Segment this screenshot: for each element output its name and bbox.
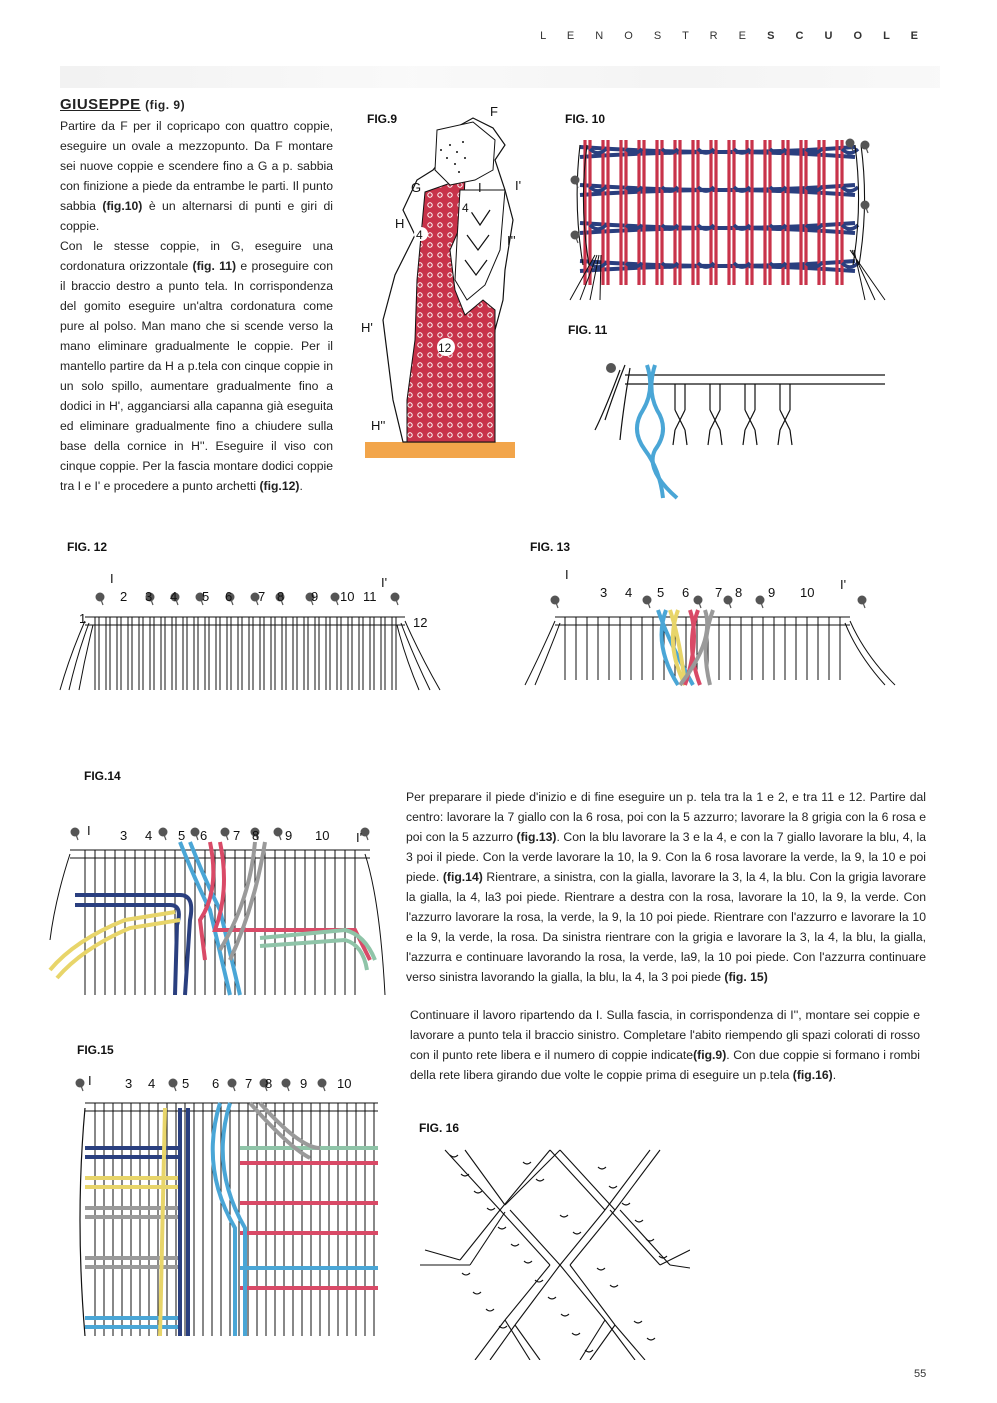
figure-ref: (fig.12)	[259, 479, 300, 493]
net-thread	[570, 1265, 615, 1325]
twist	[598, 1167, 606, 1169]
fig12-threads	[60, 593, 440, 691]
pair-number: 4	[145, 828, 153, 843]
pair-number: 9	[768, 585, 776, 600]
net-thread	[605, 1150, 650, 1210]
pair-number: 3	[600, 585, 608, 600]
pair-number: 4	[148, 1076, 156, 1091]
twist	[572, 1333, 580, 1335]
running-header	[540, 30, 927, 42]
pair-number: 9	[311, 589, 319, 604]
fig16-net	[420, 1150, 690, 1360]
fig11-blue-threads	[637, 365, 677, 498]
twist	[487, 1208, 495, 1210]
body-column-left	[60, 116, 333, 496]
twist	[610, 1285, 618, 1287]
text-run: . Con la blu lavorare la 3 e la 4, e con la 7 giallo lavorare la blu, 4, la 3 poi il piede. Con la verde lavorare la 10, la 9. Con la 6 rosa lavorare la verde, la 9, la 10 e poi piede.	[406, 830, 926, 884]
text-run: Partire da F per il copricapo con quattro coppie, eseguire un ovale a mezzopunto. Da F montare sei nuove coppie e scendere fino a G a p. sabbia con finizione a piede da entrambe le parti. Il punto sabbia	[60, 119, 333, 213]
pair-number: 4	[170, 589, 178, 604]
edge-left	[525, 621, 560, 685]
paragraph-cordonatura	[60, 236, 333, 496]
section-name: GIUSEPPE	[60, 96, 141, 113]
twist	[486, 1309, 494, 1311]
net-thread	[590, 1325, 615, 1360]
net-thread	[570, 1210, 615, 1265]
pair-number: 5	[657, 585, 665, 600]
net-thread	[475, 1320, 505, 1360]
edge-left	[577, 145, 589, 265]
section-figref: (fig. 9)	[145, 98, 186, 112]
net-thread	[615, 1325, 645, 1360]
twist	[609, 1186, 617, 1188]
tail-right	[850, 250, 885, 300]
paragraph-intro	[60, 116, 333, 236]
net-thread	[550, 1150, 605, 1210]
pair-number: 3	[125, 1076, 133, 1091]
twist	[635, 1220, 643, 1222]
weaver-cross	[842, 187, 858, 191]
colored-pair	[692, 610, 700, 685]
net-thread	[670, 1265, 690, 1268]
vertical-yellow	[160, 1108, 165, 1336]
pair-number: 5	[178, 828, 186, 843]
fig9-point-G: G	[411, 180, 422, 195]
fig10-diagram	[565, 135, 890, 305]
twist	[548, 1297, 556, 1299]
pair-number: 1	[79, 611, 87, 626]
net-thread	[560, 1210, 605, 1265]
figure-ref: (fig. 11)	[192, 259, 237, 273]
fig13-numbers	[600, 585, 814, 600]
pair-number: 12	[413, 615, 428, 630]
pair-number: 7	[233, 828, 241, 843]
pair-number: 11	[363, 589, 377, 604]
net-thread	[505, 1150, 560, 1205]
text-run: Con le stesse coppie, in G, eseguire una cordonatura orizzontale	[60, 239, 333, 273]
twist	[498, 1227, 506, 1229]
net-thread	[620, 1210, 670, 1265]
fig9-point-I2: I''	[507, 233, 516, 248]
fig11-pin	[606, 363, 616, 373]
net-thread	[470, 1212, 505, 1265]
text-run: Per preparare il piede d'inizio e di fine eseguire un p. tela tra la 1 e 2, e tra 11 e 12. Partire dal centro: lavorare la 7 giallo con la 6 rosa, poi con la 5 azzurro; lavorare la 8 grigia con la 6 rosa e poi con la 5 azzurro	[406, 790, 926, 844]
fig9-point-I1: I'	[515, 178, 522, 193]
pair-number: 5	[182, 1076, 190, 1091]
pair-number: 8	[252, 828, 260, 843]
pair-number: 6	[200, 828, 208, 843]
body-paragraph-continue	[410, 1005, 920, 1085]
pair-number: 3	[145, 589, 153, 604]
net-thread	[580, 1320, 605, 1360]
twist	[511, 1244, 519, 1246]
net-thread	[615, 1150, 660, 1210]
pair-number: 8	[735, 585, 743, 600]
pair-number: 7	[245, 1076, 253, 1091]
header-threads	[85, 617, 405, 625]
weaver-cross	[842, 263, 858, 267]
fig10-threads	[570, 139, 885, 301]
vertical-navy	[180, 1108, 188, 1336]
figure-ref: (fig.10)	[102, 199, 143, 213]
figure-ref: (fig. 15)	[724, 970, 768, 984]
pair-number: 9	[285, 828, 293, 843]
fig12-diagram	[55, 565, 450, 695]
fig15-label: FIG.15	[77, 1043, 114, 1057]
text-run: .	[832, 1068, 837, 1082]
twist	[560, 1215, 568, 1217]
pair-number: 8	[265, 1076, 273, 1091]
twist	[597, 1268, 605, 1270]
twist	[622, 1203, 630, 1205]
fig14-label-I1: I'	[356, 830, 363, 845]
pair-number: 5	[202, 589, 210, 604]
fig13-label-I1: I'	[840, 577, 847, 592]
twist	[474, 1191, 482, 1193]
fig9-point-H1: H'	[361, 320, 373, 335]
fig14-threads	[50, 828, 385, 996]
twist	[462, 1273, 470, 1275]
fig14-diagram	[45, 820, 390, 1000]
net-thread	[515, 1265, 560, 1325]
fig14-label: FIG.14	[84, 769, 121, 783]
twist	[523, 1162, 531, 1164]
twist	[524, 1261, 532, 1263]
pair-number: 3	[120, 828, 128, 843]
pair-number: 8	[277, 589, 285, 604]
figure-ref: (fig.16)	[792, 1068, 833, 1082]
net-thread	[510, 1210, 560, 1265]
pair-number: 9	[300, 1076, 308, 1091]
twist	[634, 1321, 642, 1323]
fig9-count-4b: 4	[416, 228, 423, 242]
fig11-diagram	[585, 350, 890, 500]
text-run: è un alternarsi di punti e giri di coppie.	[60, 199, 333, 233]
fig9-point-F: F	[490, 104, 498, 119]
page-number: 55	[914, 1368, 927, 1380]
fig11-label: FIG. 11	[568, 323, 608, 337]
fig9-count-12: 12	[438, 341, 452, 355]
fig13-label: FIG. 13	[530, 540, 571, 554]
twist	[573, 1232, 581, 1234]
pair-number: 10	[800, 585, 815, 600]
text-run: Continuare il lavoro ripartendo da I. Sulla fascia, in corrispondenza di I'', montare sei coppie e lavorare a punto tela il braccio sinistro. Completare l'abito riempendo gli spazi colorati di rosso con il punto rete libera e il numero di coppie indicate	[410, 1008, 920, 1062]
text-run: e proseguire con il braccio destro a punto tela. In corrispondenza del gomito eseguire un'altra cordonatura come pure al polso. Man mano che si scende verso la mano eliminare gradualmente le coppie. Per il mantello partire da H a p.tela con cinque coppie in un solo spillo, aumentare gradualmente fino a dodici in H', agganciarsi alla capanna già eseguita ed eliminare gradualmente fino a chiudere sulla base della cornice in H''. Eseguire il viso con cinque coppie. Per la fascia montare dodici coppie tra I e I' e procedere a punto archetti	[60, 259, 333, 493]
fig13-diagram	[520, 565, 910, 695]
fig15-threads	[76, 1079, 379, 1337]
figure-ref: (fig.13)	[516, 830, 557, 844]
header-threads	[555, 617, 850, 625]
figure-ref: (fig.9)	[693, 1048, 727, 1062]
twist	[536, 1179, 544, 1181]
fig13-label-I: I	[565, 567, 569, 582]
edge-left	[80, 1108, 85, 1336]
fig9-diagram	[355, 100, 555, 465]
figure-ref: (fig.14)	[442, 870, 483, 884]
pair-number: 10	[340, 589, 355, 604]
pair-number: 2	[120, 589, 128, 604]
net-thread	[425, 1250, 460, 1260]
fig9-point-H2: H''	[371, 418, 386, 433]
fig15-diagram	[60, 1068, 380, 1338]
fig9-count-4a: 4	[462, 201, 469, 215]
net-thread	[605, 1320, 635, 1360]
bleed-through-band	[60, 66, 940, 88]
net-thread	[610, 1210, 660, 1265]
fig12-label-I1: I'	[381, 575, 388, 590]
text-run: .	[299, 479, 303, 493]
edge-right	[845, 621, 895, 685]
pair-number: 4	[625, 585, 633, 600]
twist	[561, 1314, 569, 1316]
fig9-point-I: I	[478, 180, 482, 195]
twist	[473, 1292, 481, 1294]
fig9-point-H: H	[395, 216, 405, 231]
text-run: Rientrare, a sinistra, con la gialla, lavorare la 3, la 4, la blu. Con la grigia lavorare la gialla, la 4, la3 poi piede. Rientrare a destra con la rosa, lavorare la 10, la 9, la verde. Con l'azzurro lavorare la rosa, la verde, la 9, la 10 poi piede. Rientrare con l'azzurro e lavorare la 10 e la 9, la verde, la rosa. Da sinistra rientrare con la grigia e lavorare la 3, la 4, la blu, la gialla, l'azzurra e continuare lavorando la rosa, la verde, la9, la 10 poi piede. Con l'azzurra continuare verso sinistra lavorando la gialla, la blu, la 4, la 3 poi piede	[406, 870, 926, 984]
pair-number: 10	[337, 1076, 352, 1091]
vertical-blue	[213, 1103, 245, 1336]
fig9-base	[365, 442, 515, 458]
twist	[647, 1338, 655, 1340]
edge-right	[397, 621, 440, 690]
pair-number: 6	[212, 1076, 220, 1091]
fig12-label-I: I	[110, 571, 114, 586]
weaver-cross	[842, 225, 858, 229]
pair-number: 7	[715, 585, 723, 600]
net-thread	[560, 1150, 615, 1210]
pair-number: 10	[315, 828, 330, 843]
yellow-pair	[50, 912, 175, 970]
fig16-label: FIG. 16	[419, 1121, 460, 1135]
section-title	[60, 96, 185, 113]
net-thread	[460, 1210, 500, 1260]
fig9-label: FIG.9	[367, 112, 398, 126]
net-thread	[505, 1265, 550, 1320]
header-prefix: L E N O S T R E	[540, 30, 756, 42]
edge-left	[60, 621, 93, 690]
fig16-diagram	[420, 1140, 690, 1360]
fig13-threads	[525, 596, 895, 686]
fig15-numbers	[125, 1076, 351, 1091]
fig12-label: FIG. 12	[67, 540, 108, 554]
fig10-label: FIG. 10	[565, 112, 606, 126]
net-thread	[465, 1150, 505, 1205]
pair-number: 7	[258, 589, 266, 604]
text-run: . Con due coppie si formano i rombi della rete libera girando due volte le coppie prima di eseguire un p.tela	[410, 1048, 920, 1082]
net-thread	[500, 1210, 550, 1265]
net-thread	[445, 1150, 500, 1210]
pair-number: 6	[225, 589, 233, 604]
header-emphasis: S C U O L E	[767, 30, 927, 42]
net-thread	[560, 1265, 605, 1320]
body-paragraph-feet	[406, 787, 926, 987]
pair-number: 6	[682, 585, 690, 600]
fig14-label-I: I	[87, 823, 91, 838]
green-pair	[260, 940, 367, 970]
fig15-label-I: I	[88, 1073, 92, 1088]
